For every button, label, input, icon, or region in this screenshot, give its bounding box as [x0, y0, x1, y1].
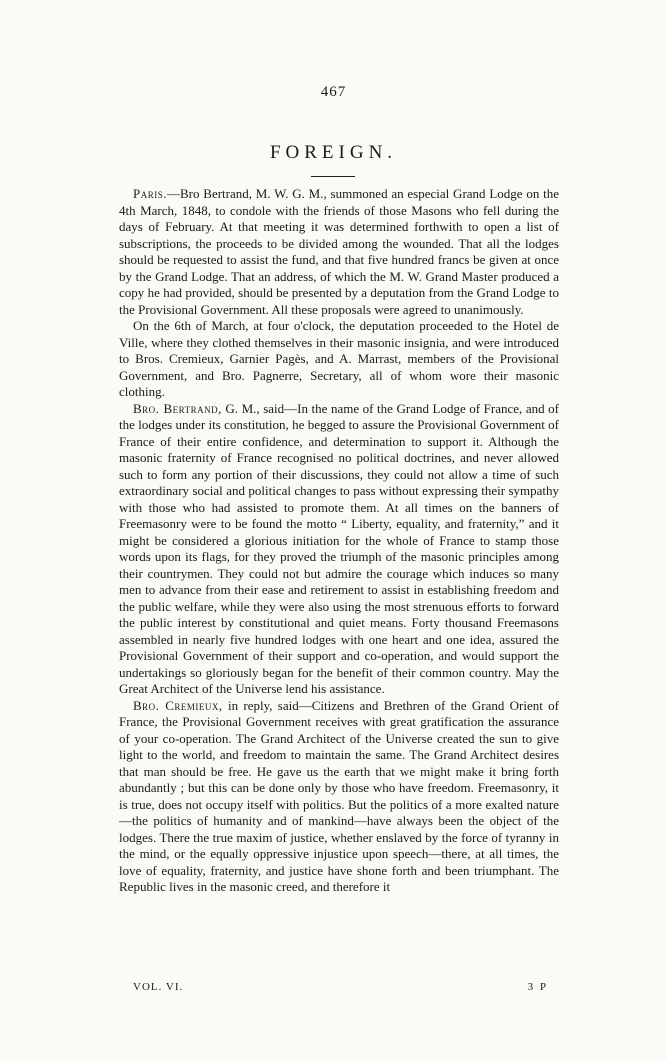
paragraph-lead: Bro. Cremieux,: [133, 697, 223, 713]
title-rule: [311, 176, 355, 177]
paragraph-lead: Bro. Bertrand,: [133, 400, 222, 416]
page-number: 467: [320, 84, 347, 100]
paragraph-cremieux: [119, 698, 559, 896]
volume-label: VOL. VI.: [133, 981, 184, 993]
signature-mark: 3 P: [527, 981, 548, 993]
paragraph-lead: Paris.: [133, 186, 167, 201]
paragraph-text: —Bro Bertrand, M. W. G. M., summoned an especial Grand Lodge on the 4th March, 1848, to condole with the friends of those Masons who fell during the days of February. At that meeting it was determined forthwith to open a list of subscriptions, the proceeds to be divided among the wounded. That all the lodges should be requested to assist the fund, and that five hundred francs be given at once by the Grand Lodge. That an address, of which the M. W. Grand Master produced a copy he had provided, should be presented by a deputation from the Grand Lodge to the Provisional Government. All these proposals were agreed to unanimously.: [119, 186, 559, 317]
paragraph-paris: [119, 186, 559, 318]
article-body: [119, 186, 559, 896]
section-title: FOREIGN.: [269, 142, 398, 163]
paragraph-bertrand: [119, 401, 559, 698]
paragraph-text: On the 6th of March, at four o'clock, the deputation proceeded to the Hotel de Ville, where they clothed themselves in their masonic insignia, and were introduced to Bros. Cremieux, Garnier Pagès, and A. Marrast, members of the Provisional Government, and Bro. Pagnerre, Secretary, all of whom wore their masonic clothing.: [119, 318, 559, 399]
paragraph-text: in reply, said—Citizens and Brethren of the Grand Orient of France, the Provisional Government receives with great gratification the assurance of your co-operation. The Grand Architect of the Universe created the sun to give light to the world, and freedom to maintain the same. The Grand Architect desires that man should be free. He gave us the earth that we might make it bring forth abundantly ; but this can be done only by those who have freedom. Freemasonry, it is true, does not occupy itself with politics. But the politics of a more exalted nature—the politics of humanity and of mankind—have always been the object of the lodges. There the true maxim of justice, whether enslaved by the force of tyranny in the mind, or the equally oppressive injustice upon speech—there, at all times, the love of equality, fraternity, and justice have shone forth and been triumphant. The Republic lives in the masonic creed, and therefore it: [119, 697, 560, 894]
paragraph-deputation: [119, 318, 559, 401]
paragraph-text: G. M., said—In the name of the Grand Lodge of France, and of the lodges under its constitution, he begged to assure the Provisional Government of France of their entire confidence, and determination to support it. Although the masonic fraternity of France recognised no political doctrines, and never allowed such to form any portion of their discussions, they could not allow a time of such extraordinary social and political changes to pass without expressing their sympathy with those who had assisted to promote them. At all times on the banners of Freemasonry were to be found the motto “ Liberty, equality, and fraternity,” and it might be considered a glorious initiation for the whole of France to stamp those words upon its flags, for they proved the triumph of the masonic principles among their countrymen. They could not but admire the courage which induces so many men to advance from their ease and retirement to assist in establishing freedom and the public welfare, while they were also using the most strenuous efforts to forward the public interest by constitutional and quiet means. Forty thousand Freemasons assembled in nearly five hundred lodges with one heart and one idea, assured the Provisional Government of their support and co-operation, and would support the undertakings so gloriously began for the benefit of their common country. May the Great Architect of the Universe lend his assistance.: [119, 400, 559, 696]
